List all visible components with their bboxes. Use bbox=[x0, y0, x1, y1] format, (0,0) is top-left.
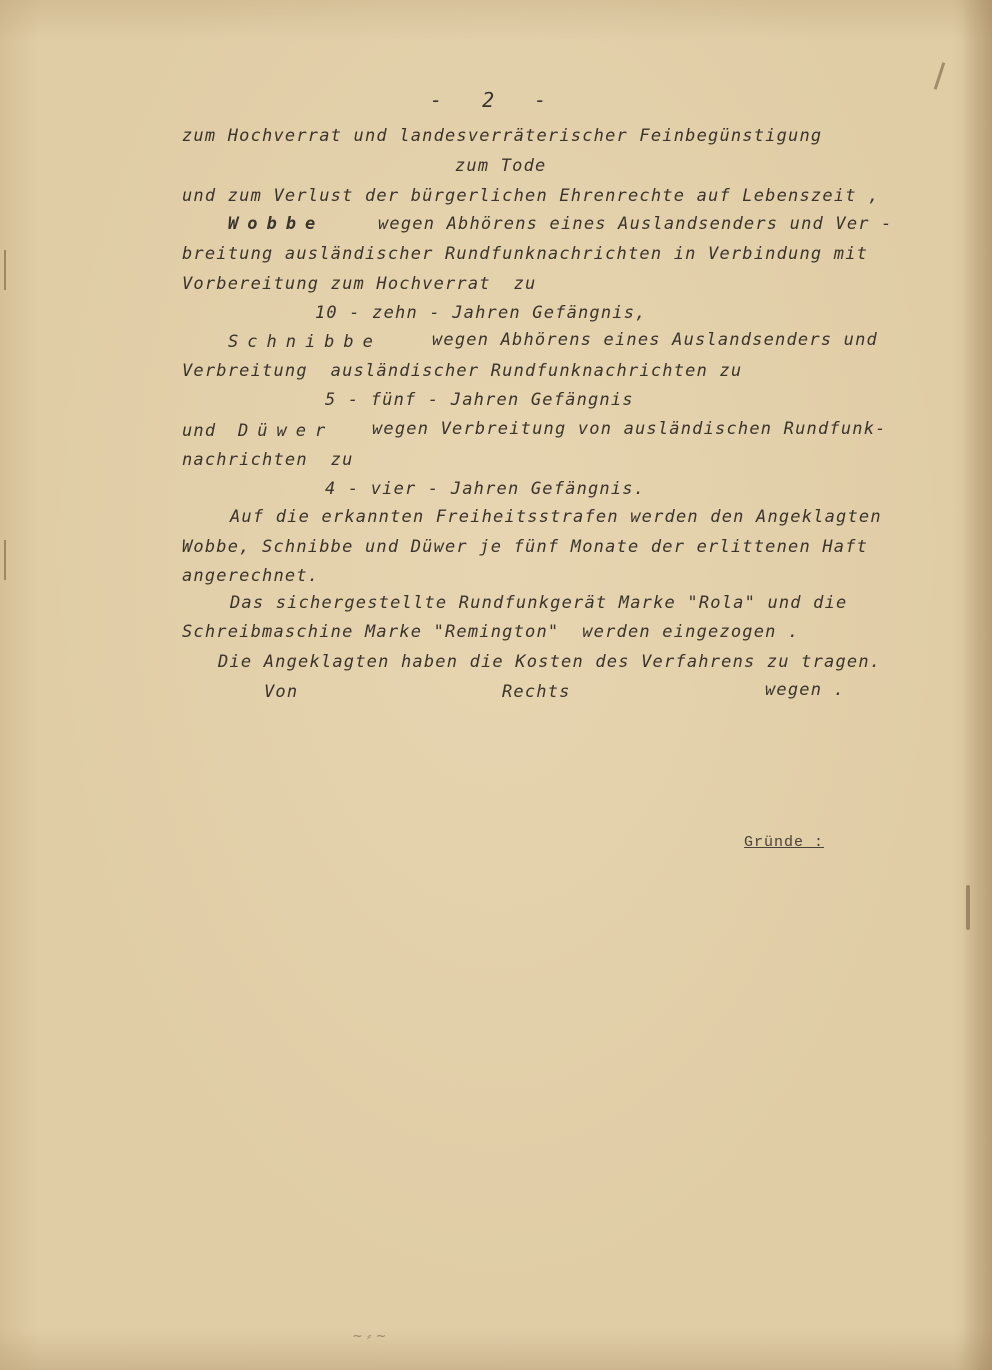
handwritten-mark: ~ ⸗ ~ bbox=[352, 1329, 387, 1344]
text-line: angerechnet. bbox=[182, 566, 320, 586]
text-line: Die Angeklagten haben die Kosten des Verfahrens zu tragen. bbox=[218, 652, 882, 672]
text-line: wegen Abhörens eines Auslandsenders und Ver - bbox=[378, 214, 893, 234]
text-line: Schreibmaschine Marke "Remington" werden eingezogen . bbox=[182, 622, 800, 642]
closing-word-rechts: Rechts bbox=[502, 682, 571, 702]
defendant-name-wobbe: Wobbe bbox=[228, 214, 325, 234]
text-line: Vorbereitung zum Hochverrat zu bbox=[182, 274, 537, 294]
text-line: nachrichten zu bbox=[182, 450, 354, 470]
text-line: zum Tode bbox=[455, 156, 547, 176]
text-line: Verbreitung ausländischer Rundfunknachrichten zu bbox=[182, 361, 743, 381]
text-line: Auf die erkannten Freiheitsstrafen werden den Angeklagten bbox=[230, 507, 882, 527]
section-heading-gruende: Gründe : bbox=[744, 834, 825, 851]
text-line: Das sichergestellte Rundfunkgerät Marke "Rola" und die bbox=[230, 593, 848, 613]
text-line: breitung ausländischer Rundfunknachrichten in Verbindung mit bbox=[182, 244, 869, 264]
page-edge-mark bbox=[934, 62, 946, 90]
closing-word-von: Von bbox=[264, 682, 299, 702]
text-line: wegen Abhörens eines Auslandsenders und bbox=[432, 330, 878, 350]
closing-word-wegen: wegen . bbox=[765, 680, 846, 700]
page-edge-mark bbox=[966, 885, 970, 930]
text-line: und zum Verlust der bürgerlichen Ehrenrechte auf Lebenszeit , bbox=[182, 186, 880, 206]
sentence-line: 4 - vier - Jahren Gefängnis. bbox=[325, 479, 646, 499]
text-line: und bbox=[182, 421, 217, 441]
page-edge-mark bbox=[4, 540, 6, 580]
text-line: zum Hochverrat und landesverräterischer Feinbegünstigung bbox=[182, 126, 823, 146]
defendant-name-schnibbe: Schnibbe bbox=[228, 332, 382, 352]
page-edge-shadow bbox=[962, 0, 992, 1370]
sentence-line: 5 - fünf - Jahren Gefängnis bbox=[325, 390, 634, 410]
page-edge-mark bbox=[4, 250, 6, 290]
page-number: - 2 - bbox=[430, 88, 561, 112]
defendant-name-duewer: Düwer bbox=[238, 421, 335, 441]
sentence-line: 10 - zehn - Jahren Gefängnis, bbox=[315, 303, 647, 323]
text-line: Wobbe, Schnibbe und Düwer je fünf Monate der erlittenen Haft bbox=[182, 537, 869, 557]
text-line: wegen Verbreitung von ausländischen Rundfunk- bbox=[372, 419, 887, 439]
